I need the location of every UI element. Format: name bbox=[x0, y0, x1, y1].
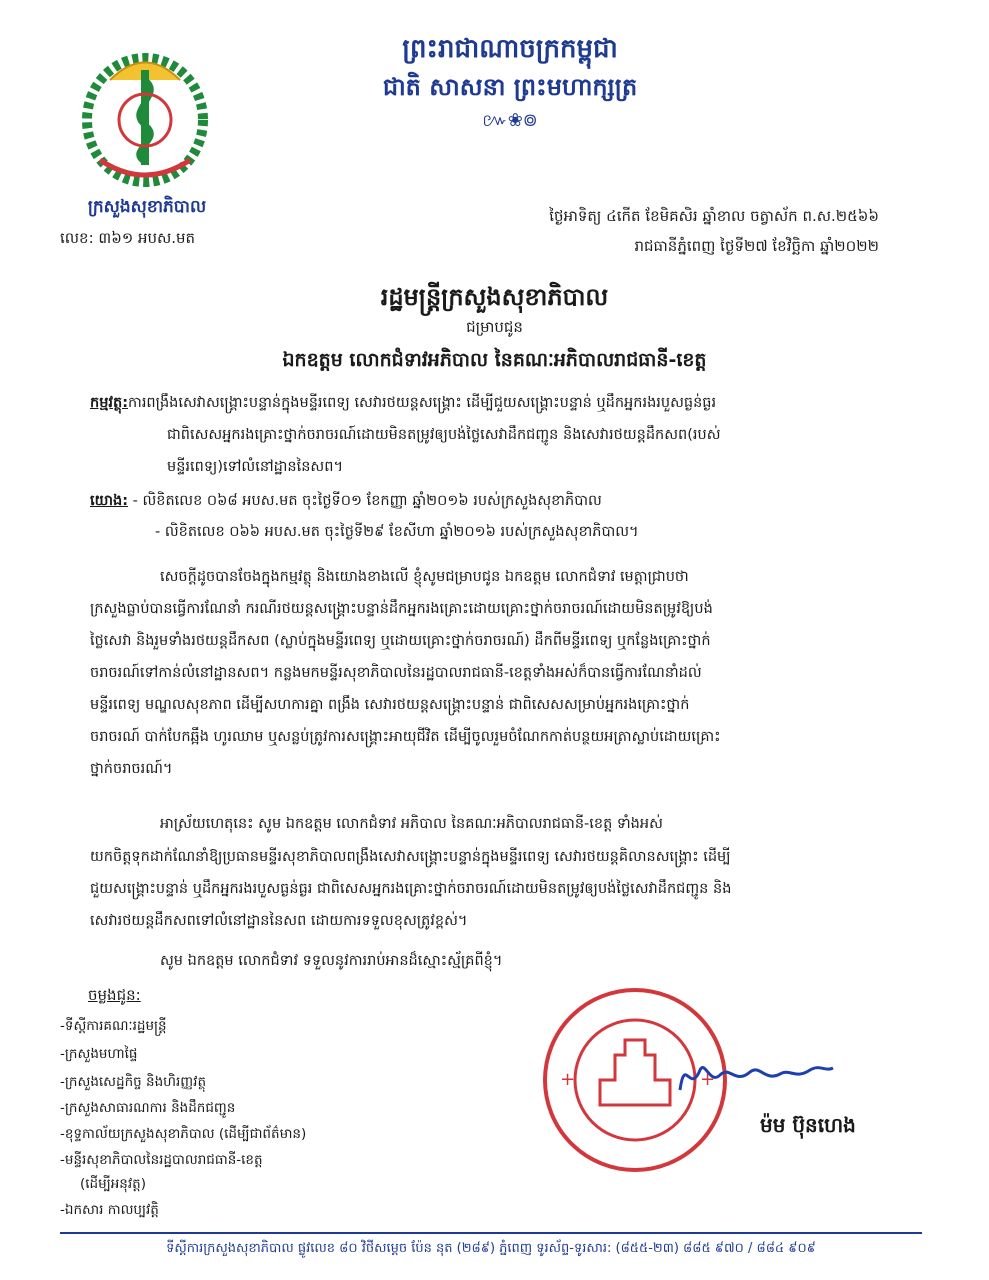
subject-line-1: កម្មវត្ថុ:ការពង្រឹងសេវាសង្គ្រោះបន្ទាន់ក្នុងមន្ទីរពេទ្យ សេវារថយន្តសង្គ្រោះ ដើម្បីជួយសង្គ្រោះបន្ទាន់ ឬដឹកអ្នករងរបួសធ្ងន់ធ្ងរ bbox=[90, 395, 717, 411]
cc-item: -ក្រសួងសេដ្ឋកិច្ច និងហិរញ្ញវត្ថុ bbox=[60, 1074, 207, 1090]
body-p2-line: ជួយសង្គ្រោះបន្ទាន់ ឬដឹកអ្នករងរបួសធ្ងន់ធ្ងរ ជាពិសេសអ្នករងគ្រោះថ្នាក់ចរាចរណ៍ដោយមិនតម្រូវឲ្យបង់ថ្លៃសេវាដឹកជញ្ជូន និង bbox=[90, 881, 732, 897]
signatory-name: ម៉ម ប៊ុនហេង bbox=[760, 1113, 856, 1137]
body-p1-line: ចរាចរណ៍ បាក់បែកឆ្អឹង ហូរឈាម ឬសន្លប់ត្រូវការសង្គ្រោះអាយុជីវិត ដើម្បីចូលរួមចំណែកកាត់បន្ថយអត្រាស្លាប់ដោយគ្រោះ bbox=[90, 729, 721, 745]
svg-text:+: + bbox=[700, 1069, 716, 1090]
reference-number: លេខ: ៣៦១ អបស.មត bbox=[60, 229, 196, 247]
cc-item: -មន្ទីរសុខាភិបាលនៃរដ្ឋបាលរាជធានី-ខេត្ត bbox=[60, 1152, 263, 1168]
body-p2-line: យកចិត្តទុកដាក់ណែនាំឱ្យប្រធានមន្ទីរសុខាភិបាលពង្រឹងសេវាសង្គ្រោះបន្ទាន់ក្នុងមន្ទីរពេទ្យ សេវារថយន្តគិលានសង្គ្រោះ ដើម្បី bbox=[90, 849, 731, 865]
cc-item: -ទីស្តីការគណៈរដ្ឋមន្ត្រី bbox=[60, 1018, 167, 1034]
ornament: ៚❀៙ bbox=[482, 110, 538, 131]
body-p1-line: ចរាចរណ៍ទៅកាន់លំនៅដ្ឋានសព។ កន្លងមកមន្ទីរសុខាភិបាលនៃរដ្ឋបាលរាជធានី-ខេត្តទាំងអស់ក៏បានធ្វើការណែនាំដល់ bbox=[90, 665, 702, 681]
addressee: ឯកឧត្តម លោកជំទាវអភិបាល នៃគណៈអភិបាលរាជធានី-ខេត្ត bbox=[282, 349, 707, 371]
cc-item: -ឯកសារ កាលប្បវត្តិ bbox=[60, 1202, 159, 1218]
reference-line-2: - លិខិតលេខ ០៦៦ អបស.មត ចុះថ្ងៃទី២៩ ខែសីហា ឆ្នាំ២០១៦ របស់ក្រសួងសុខាភិបាល។ bbox=[155, 524, 639, 540]
subject-line-3: មន្ទីរពេទ្យ)ទៅលំនៅដ្ឋាននៃសព។ bbox=[167, 459, 344, 475]
footer-divider bbox=[60, 1232, 922, 1234]
body-p1-line: មន្ទីរពេទ្យ មណ្ឌលសុខភាព ដើម្បីសហការគ្នា ពង្រឹង សេវារថយន្តសង្គ្រោះបន្ទាន់ ជាពិសេសសម្រាប់អ្នករងគ្រោះថ្នាក់ bbox=[90, 697, 690, 713]
cc-item: -ក្រសួងមហាផ្ទៃ bbox=[60, 1046, 138, 1062]
signature bbox=[675, 1050, 835, 1100]
cc-title: ចម្លងជូន: bbox=[88, 986, 141, 1004]
subject-line-2: ជាពិសេសអ្នករងគ្រោះថ្នាក់ចរាចរណ៍ដោយមិនតម្រូវឲ្យបង់ថ្លៃសេវាដឹកជញ្ជូន និងសេវារថយន្តដឹកសព(របស់ bbox=[167, 427, 721, 443]
body-p1-line: សេចក្តីដូចបានចែងក្នុងកម្មវត្ថុ និងយោងខាងលើ ខ្ញុំសូមជម្រាបជូន ឯកឧត្តម លោកជំទាវ មេត្តាជ្រាបថា bbox=[160, 569, 689, 585]
lunar-date: ថ្ងៃអាទិត្យ ៤កើត ខែមិគសិរ ឆ្នាំខាល ចត្វាស័ក ព.ស.២៥៦៦ bbox=[549, 207, 879, 225]
cc-item: (ដើម្បីអនុវត្ត) bbox=[80, 1176, 146, 1192]
footer-address: ទីស្តីការក្រសួងសុខាភិបាល ផ្លូវលេខ ៨០ វិថីសម្តេច ប៉ែន នុត (២៨៩) ភ្នំពេញ ទូរស័ព្ទ-ទូរសារ: (៨៥៥-២៣) ៨៨៥ ៩៧០ / ៨៨៤ ៩០៩ bbox=[166, 1241, 816, 1256]
cc-item: -ក្រសួងសាធារណការ និងដឹកជញ្ជូន bbox=[60, 1100, 236, 1116]
city-date: រាជធានីភ្នំពេញ ថ្ងៃទី២៧ ខែវិច្ឆិកា ឆ្នាំ២០២២ bbox=[634, 237, 879, 255]
body-p1-line: ក្រសួងធ្លាប់បានធ្វើការណែនាំ ករណីរថយន្តសង្គ្រោះបន្ទាន់ដឹកអ្នករងគ្រោះដោយគ្រោះថ្នាក់ចរាចរណ៍ដោយមិនតម្រូវឱ្យបង់ bbox=[90, 601, 713, 617]
respectfully-to: ជម្រាបជូន bbox=[466, 318, 523, 336]
reference-label: យោង: bbox=[90, 493, 129, 509]
national-motto: ជាតិ សាសនា ព្រះមហាក្សត្រ bbox=[382, 73, 638, 101]
body-p1-line: ថ្នាក់ចរាចរណ៍។ bbox=[90, 761, 173, 777]
closing-line: សូម ឯកឧត្តម លោកជំទាវ ទទួលនូវការរាប់អានដ៏ស្មោះស្ម័គ្រពីខ្ញុំ។ bbox=[160, 953, 503, 969]
body-p2-line: សេវារថយន្តដឹកសពទៅលំនៅដ្ឋាននៃសព ដោយការទទួលខុសត្រូវខ្ពស់។ bbox=[90, 913, 468, 929]
sender-title: រដ្ឋមន្ត្រីក្រសួងសុខាភិបាល bbox=[380, 283, 609, 311]
ministry-name: ក្រសួងសុខាភិបាល bbox=[87, 197, 207, 217]
reference-line-1: យោង: - លិខិតលេខ ០៦៨ អបស.មត ចុះថ្ងៃទី០១ ខែកញ្ញា ឆ្នាំ២០១៦ របស់ក្រសួងសុខាភិបាល bbox=[90, 493, 602, 509]
body-p1-line: ថ្លៃសេវា និងរួមទាំងរថយន្តដឹកសព (ស្លាប់ក្នុងមន្ទីរពេទ្យ ឬដោយគ្រោះថ្នាក់ចរាចរណ៍) ដឹកពីមន្ទីរពេទ្យ ឬកន្លែងគ្រោះថ្នាក់ bbox=[90, 633, 711, 649]
cc-item: -ខុទ្ទកាល័យក្រសួងសុខាភិបាល (ដើម្បីជាព័ត៌មាន) bbox=[60, 1126, 307, 1142]
body-p2-line: អាស្រ័យហេតុនេះ សូម ឯកឧត្តម លោកជំទាវ អភិបាល នៃគណៈអភិបាលរាជធានី-ខេត្ត ទាំងអស់ bbox=[160, 816, 663, 832]
subject-label: កម្មវត្ថុ: bbox=[90, 395, 129, 411]
kingdom-title: ព្រះរាជាណាចក្រកម្ពុជា bbox=[402, 34, 618, 64]
svg-text:+: + bbox=[560, 1069, 576, 1090]
ministry-logo bbox=[70, 40, 220, 190]
